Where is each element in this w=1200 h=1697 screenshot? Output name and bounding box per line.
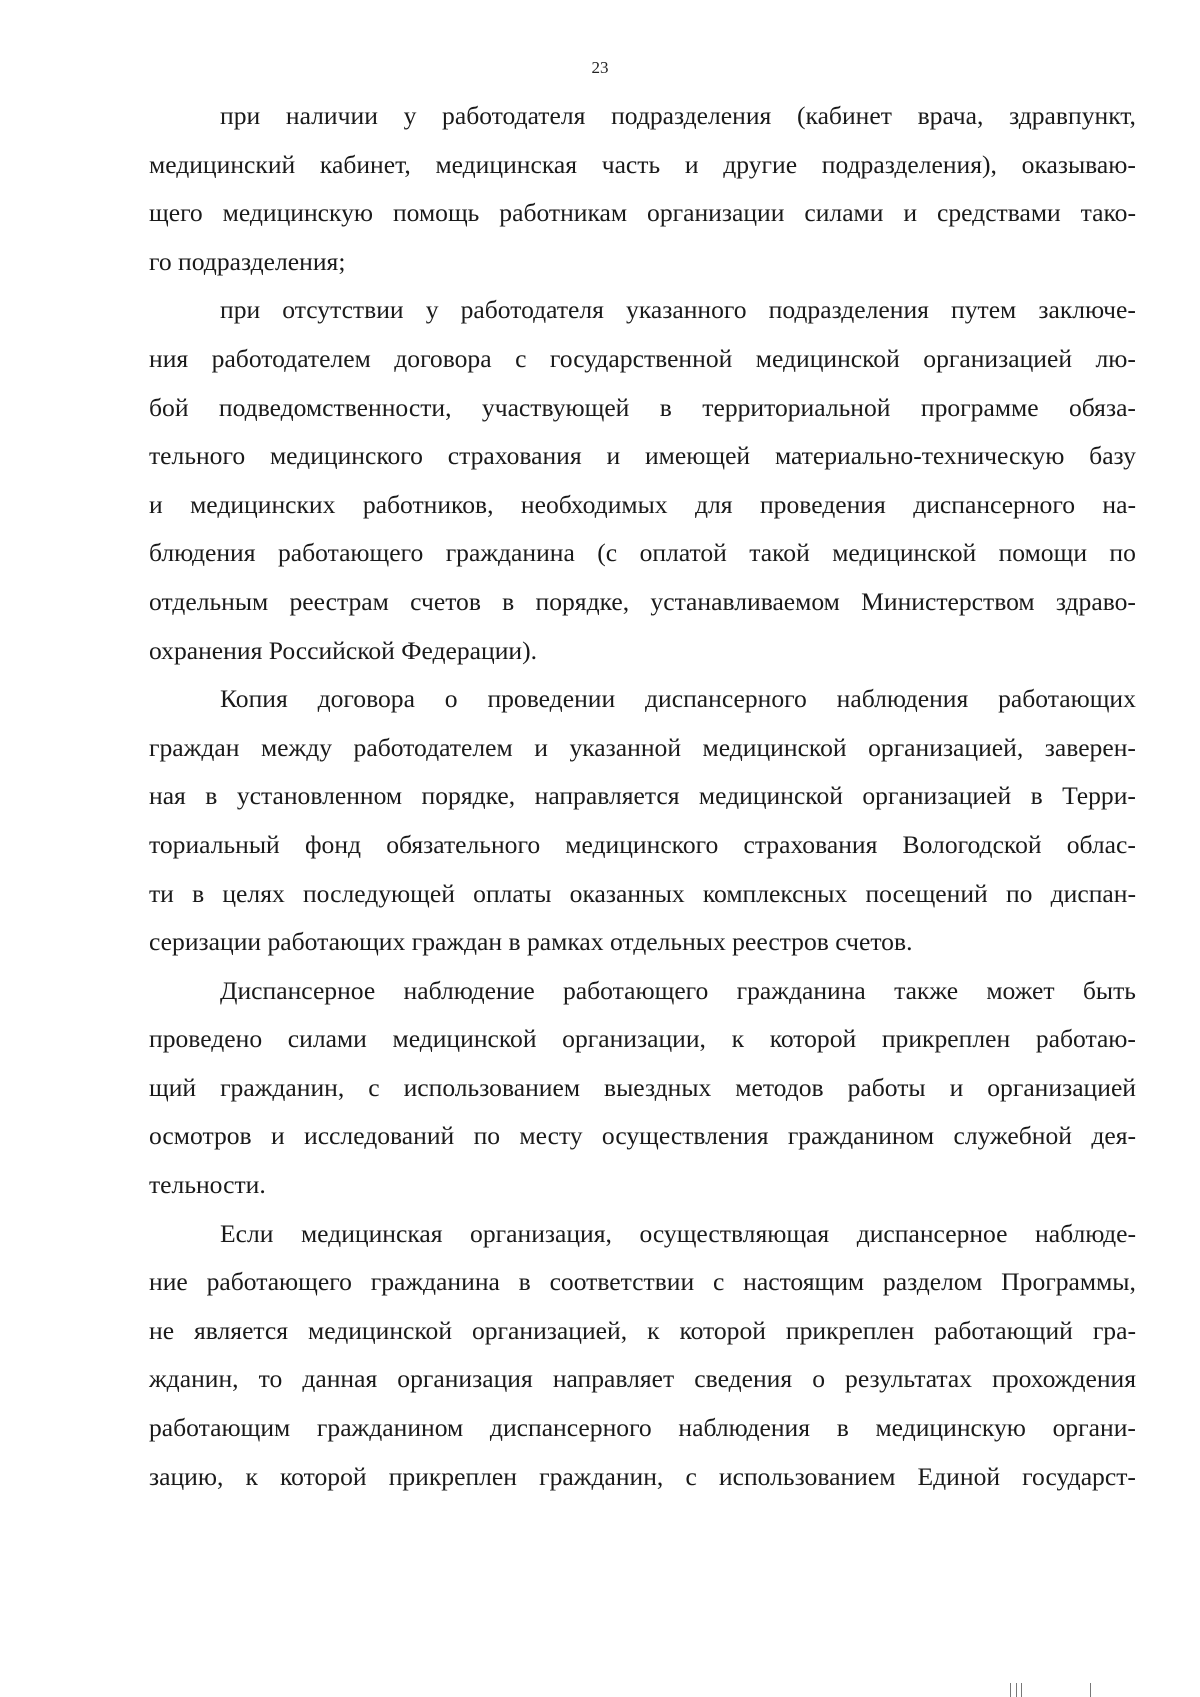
text-line: охранения Российской Федерации). <box>149 635 538 665</box>
text-line: ние работающего гражданина в соответствии с настоящим разделом Программы, <box>149 1267 1136 1297</box>
text-line: отдельным реестрам счетов в порядке, устанавливаемом Министерством здраво- <box>149 586 1136 616</box>
text-line: ная в установленном порядке, направляется медицинской организацией в Терри- <box>149 781 1136 811</box>
document-body <box>149 92 1136 1501</box>
text-line: медицинский кабинет, медицинская часть и другие подразделения), оказываю- <box>149 149 1136 179</box>
text-line: го подразделения; <box>149 246 346 276</box>
text-line: щего медицинскую помощь работникам организации силами и средствами тако- <box>149 198 1136 228</box>
text-line: серизации работающих граждан в рамках отдельных реестров счетов. <box>149 927 913 957</box>
text-line: и медицинских работников, необходимых для проведения диспансерного на- <box>149 489 1136 519</box>
text-line: ния работодателем договора с государственной медицинской организацией лю- <box>149 343 1136 373</box>
text-line: не является медицинской организацией, к которой прикреплен работающий гра- <box>149 1315 1136 1345</box>
text-line: проведено силами медицинской организации, к которой прикреплен работаю- <box>149 1024 1136 1054</box>
text-line: Диспансерное наблюдение работающего гражданина также может быть <box>220 975 1136 1005</box>
paragraph-5 <box>149 1210 1136 1502</box>
text-line: блюдения работающего гражданина (с оплатой такой медицинской помощи по <box>149 538 1136 568</box>
text-line: Если медицинская организация, осуществляющая диспансерное наблюде- <box>220 1218 1136 1248</box>
page-number: 23 <box>591 58 609 77</box>
text-line: ти в целях последующей оплаты оказанных комплексных посещений по диспан- <box>149 878 1136 908</box>
paragraph-4 <box>149 967 1136 1210</box>
text-line: осмотров и исследований по месту осуществления гражданином служебной дея- <box>149 1121 1136 1151</box>
text-line: при отсутствии у работодателя указанного подразделения путем заключе- <box>220 295 1136 325</box>
text-line: граждан между работодателем и указанной медицинской организацией, заверен- <box>149 732 1136 762</box>
text-line: при наличии у работодателя подразделения (кабинет врача, здравпункт, <box>220 101 1136 130</box>
text-line: щий гражданин, с использованием выездных методов работы и организацией <box>149 1072 1136 1102</box>
paragraph-2 <box>149 286 1136 675</box>
scan-artifact-marks <box>980 1677 1100 1697</box>
text-line: работающим гражданином диспансерного наблюдения в медицинскую органи- <box>149 1413 1136 1443</box>
paragraph-1 <box>149 92 1136 286</box>
text-line: жданин, то данная организация направляет сведения о результатах прохождения <box>149 1364 1136 1394</box>
text-line: зацию, к которой прикреплен гражданин, с использованием Единой государст- <box>149 1461 1136 1491</box>
text-line: тельности. <box>149 1170 266 1200</box>
text-line: Копия договора о проведении диспансерного наблюдения работающих <box>220 684 1136 714</box>
text-line: ториальный фонд обязательного медицинского страхования Вологодской облас- <box>149 829 1136 859</box>
text-line: тельного медицинского страхования и имеющей материально-техническую базу <box>149 441 1136 471</box>
text-line: бой подведомственности, участвующей в территориальной программе обяза- <box>149 392 1136 422</box>
paragraph-3 <box>149 675 1136 967</box>
